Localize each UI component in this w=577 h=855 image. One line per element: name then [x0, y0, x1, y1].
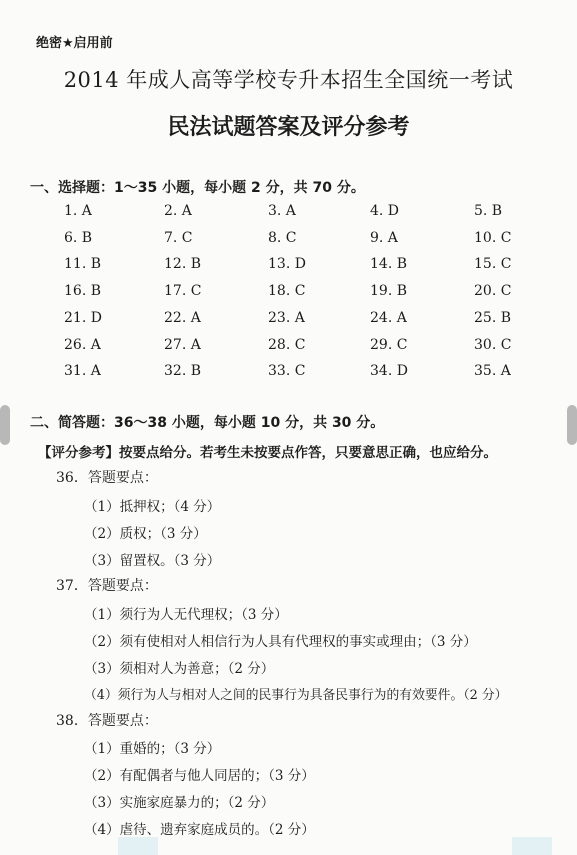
answer-cell: 22. A — [164, 309, 201, 326]
answer-cell: 24. A — [370, 309, 407, 326]
answer-cell: 16. B — [64, 283, 102, 300]
question-36-title: 36．答题要点： — [56, 470, 158, 486]
question-37-title: 37．答题要点： — [56, 578, 158, 594]
exam-title: 2014 年成人高等学校专升本招生全国统一考试 — [63, 68, 514, 92]
section2-heading: 二、简答题：36～38 小题，每小题 10 分，共 30 分。 — [30, 415, 385, 431]
answer-cell: 14. B — [370, 256, 408, 273]
answer-cell: 3. A — [268, 203, 296, 219]
answer-cell: 32. B — [164, 363, 202, 380]
scan-artifact — [512, 837, 552, 855]
answer-cell: 26. A — [64, 336, 101, 353]
answer-cell: 30. C — [474, 336, 512, 353]
section1-heading: 一、选择题：1～35 小题，每小题 2 分，共 70 分。 — [30, 180, 365, 196]
q36-point: （3）留置权。（3 分） — [84, 553, 221, 569]
answer-cell: 12. B — [164, 256, 202, 273]
prev-page-handle[interactable] — [0, 405, 10, 445]
answer-cell: 20. C — [474, 283, 512, 300]
answer-cell: 4. D — [370, 203, 400, 219]
answer-cell: 6. B — [64, 229, 93, 246]
answer-cell: 5. B — [474, 203, 503, 219]
answer-cell: 17. C — [164, 283, 202, 300]
answer-cell: 29. C — [370, 336, 408, 353]
answer-cell: 23. A — [268, 309, 305, 326]
scoring-note: 【评分参考】按要点给分。若考生未按要点作答，只要意思正确，也应给分。 — [38, 445, 497, 461]
answer-cell: 19. B — [370, 283, 408, 300]
q36-point: （2）质权；（3 分） — [84, 526, 207, 542]
answer-cell: 8. C — [268, 229, 297, 246]
q36-point: （1）抵押权；（4 分） — [84, 499, 221, 515]
scan-artifact — [118, 837, 158, 855]
answer-cell: 15. C — [474, 256, 512, 273]
q37-point: （4）须行为人与相对人之间的民事行为具备民事行为的有效要件。（2 分） — [84, 688, 508, 703]
q38-point: （3）实施家庭暴力的；（2 分） — [84, 795, 275, 811]
q37-point: （2）须有使相对人相信行为人具有代理权的事实或理由；（3 分） — [84, 634, 477, 650]
answer-cell: 33. C — [268, 363, 306, 380]
answer-cell: 10. C — [474, 229, 512, 246]
document-title: 民法试题答案及评分参考 — [167, 115, 410, 140]
answer-cell: 18. C — [268, 283, 306, 300]
q37-point: （3）须相对人为善意；（2 分） — [84, 661, 275, 677]
next-page-handle[interactable] — [567, 405, 577, 445]
secret-mark: 绝密★启用前 — [36, 36, 113, 51]
q38-point: （1）重婚的；（3 分） — [84, 741, 221, 757]
answer-cell: 13. D — [268, 256, 306, 273]
answer-cell: 9. A — [370, 229, 398, 246]
answer-cell: 21. D — [64, 309, 102, 326]
answer-cell: 31. A — [64, 363, 101, 380]
q37-point: （1）须行为人无代理权；（3 分） — [84, 607, 288, 623]
answer-cell: 7. C — [164, 229, 193, 246]
answer-cell: 27. A — [164, 336, 201, 353]
answer-cell: 28. C — [268, 336, 306, 353]
question-38-title: 38．答题要点： — [56, 713, 158, 729]
answer-cell: 1. A — [64, 203, 92, 219]
q38-point: （4）虐待、遗弃家庭成员的。（2 分） — [84, 822, 315, 838]
answer-cell: 25. B — [474, 309, 512, 326]
q38-point: （2）有配偶者与他人同居的；（3 分） — [84, 768, 315, 784]
answer-cell: 34. D — [370, 363, 408, 380]
answer-cell: 11. B — [64, 256, 102, 273]
answer-cell: 35. A — [474, 363, 511, 380]
answer-cell: 2. A — [164, 203, 192, 219]
